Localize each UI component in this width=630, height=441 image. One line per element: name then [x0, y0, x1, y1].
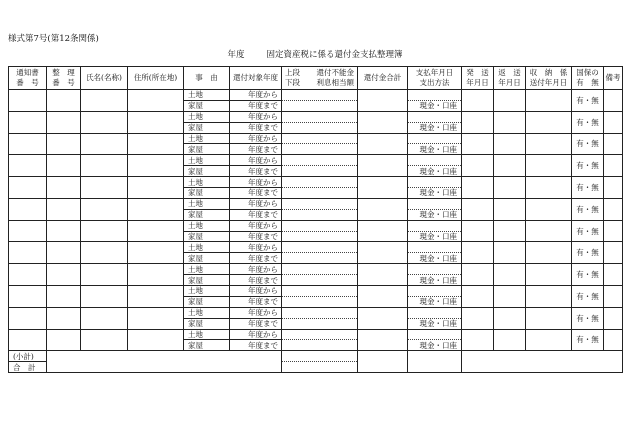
- name-cell: [81, 329, 128, 351]
- address-cell: [128, 111, 184, 133]
- refund-lower-cell: [282, 253, 358, 264]
- footer-refund-upper: [282, 351, 358, 362]
- header-address: 住所(所在地): [128, 67, 184, 90]
- remarks-cell: [604, 177, 623, 199]
- refund-upper-cell: [282, 111, 358, 122]
- collected-date-cell: [526, 155, 572, 177]
- notice-no-cell: [9, 90, 47, 112]
- name-cell: [81, 155, 128, 177]
- seq-no-cell: [47, 220, 81, 242]
- reason-house: 家屋: [184, 166, 230, 177]
- year-from: 年度から: [230, 177, 282, 188]
- returned-date-cell: [494, 155, 526, 177]
- refund-lower-cell: [282, 122, 358, 133]
- year-to: 年度まで: [230, 122, 282, 133]
- remarks-cell: [604, 329, 623, 351]
- seq-no-cell: [47, 286, 81, 308]
- year-from: 年度から: [230, 155, 282, 166]
- payment-method: 現金・口座: [408, 166, 462, 177]
- sent-date-cell: [462, 90, 494, 112]
- notice-no-cell: [9, 220, 47, 242]
- payment-date-cell: [408, 155, 462, 166]
- year-from: 年度から: [230, 111, 282, 122]
- national-cell: 有・無: [572, 286, 604, 308]
- address-cell: [128, 264, 184, 286]
- payment-method: 現金・口座: [408, 318, 462, 329]
- header-collected: 収 納 係 送付年月日: [526, 67, 572, 90]
- seq-no-cell: [47, 133, 81, 155]
- total-cell: [358, 264, 408, 286]
- payment-method: 現金・口座: [408, 209, 462, 220]
- payment-date-cell: [408, 90, 462, 101]
- year-to: 年度まで: [230, 209, 282, 220]
- table-row: [9, 220, 623, 231]
- year-from: 年度から: [230, 264, 282, 275]
- refund-upper-cell: [282, 90, 358, 101]
- national-cell: 有・無: [572, 90, 604, 112]
- table-row: [9, 198, 623, 209]
- year-from: 年度から: [230, 220, 282, 231]
- seq-no-cell: [47, 264, 81, 286]
- table-row: [9, 90, 623, 101]
- year-from: 年度から: [230, 133, 282, 144]
- refund-lower-cell: [282, 318, 358, 329]
- refund-lower-cell: [282, 340, 358, 351]
- header-name: 氏名(名称): [81, 67, 128, 90]
- seq-no-cell: [47, 155, 81, 177]
- remarks-cell: [604, 90, 623, 112]
- remarks-cell: [604, 111, 623, 133]
- year-to: 年度まで: [230, 275, 282, 286]
- header-returned: 返 送 年月日: [494, 67, 526, 90]
- table-row: [9, 264, 623, 275]
- table-row: [9, 111, 623, 122]
- name-cell: [81, 177, 128, 199]
- year-to: 年度まで: [230, 144, 282, 155]
- footer-refund-lower: [282, 362, 358, 373]
- collected-date-cell: [526, 329, 572, 351]
- reason-land: 土地: [184, 220, 230, 231]
- payment-method: 現金・口座: [408, 122, 462, 133]
- ledger-table: [8, 66, 623, 373]
- address-cell: [128, 177, 184, 199]
- collected-date-cell: [526, 307, 572, 329]
- reason-house: 家屋: [184, 209, 230, 220]
- name-cell: [81, 242, 128, 264]
- year-from: 年度から: [230, 90, 282, 101]
- national-cell: 有・無: [572, 242, 604, 264]
- remarks-cell: [604, 307, 623, 329]
- refund-lower-cell: [282, 209, 358, 220]
- notice-no-cell: [9, 155, 47, 177]
- payment-date-cell: [408, 329, 462, 340]
- payment-method: 現金・口座: [408, 144, 462, 155]
- payment-date-cell: [408, 177, 462, 188]
- payment-date-cell: [408, 111, 462, 122]
- footer-payment-cell: [408, 351, 462, 373]
- refund-upper-cell: [282, 133, 358, 144]
- reason-land: 土地: [184, 133, 230, 144]
- refund-upper-cell: [282, 220, 358, 231]
- header-remarks: 備考: [604, 67, 623, 90]
- address-cell: [128, 307, 184, 329]
- national-cell: 有・無: [572, 220, 604, 242]
- name-cell: [81, 286, 128, 308]
- sent-date-cell: [462, 111, 494, 133]
- address-cell: [128, 220, 184, 242]
- refund-upper-cell: [282, 286, 358, 297]
- payment-method: 現金・口座: [408, 100, 462, 111]
- subtotal-label: (小計): [9, 351, 47, 362]
- national-cell: 有・無: [572, 264, 604, 286]
- collected-date-cell: [526, 177, 572, 199]
- national-cell: 有・無: [572, 133, 604, 155]
- year-from: 年度から: [230, 242, 282, 253]
- reason-land: 土地: [184, 264, 230, 275]
- reason-house: 家屋: [184, 144, 230, 155]
- total-cell: [358, 111, 408, 133]
- table-row: [9, 155, 623, 166]
- refund-upper-cell: [282, 155, 358, 166]
- payment-date-cell: [408, 242, 462, 253]
- sent-date-cell: [462, 133, 494, 155]
- reason-land: 土地: [184, 242, 230, 253]
- refund-upper-cell: [282, 329, 358, 340]
- refund-upper-cell: [282, 177, 358, 188]
- header-notice-no: 通知書 番 号: [9, 67, 47, 90]
- notice-no-cell: [9, 177, 47, 199]
- year-from: 年度から: [230, 286, 282, 297]
- footer-blank-cell: [47, 351, 282, 373]
- refund-lower-cell: [282, 144, 358, 155]
- header-total: 還付金合計: [358, 67, 408, 90]
- remarks-cell: [604, 198, 623, 220]
- sent-date-cell: [462, 264, 494, 286]
- national-cell: 有・無: [572, 177, 604, 199]
- collected-date-cell: [526, 111, 572, 133]
- collected-date-cell: [526, 90, 572, 112]
- year-from: 年度から: [230, 307, 282, 318]
- header-payment: 支払年月日 支出方法: [408, 67, 462, 90]
- payment-method: 現金・口座: [408, 253, 462, 264]
- payment-method: 現金・口座: [408, 296, 462, 307]
- year-to: 年度まで: [230, 296, 282, 307]
- year-from: 年度から: [230, 198, 282, 209]
- year-to: 年度まで: [230, 253, 282, 264]
- collected-date-cell: [526, 242, 572, 264]
- returned-date-cell: [494, 264, 526, 286]
- total-cell: [358, 90, 408, 112]
- name-cell: [81, 307, 128, 329]
- title-year: 年度: [227, 50, 245, 60]
- table-row: [9, 242, 623, 253]
- seq-no-cell: [47, 242, 81, 264]
- sent-date-cell: [462, 177, 494, 199]
- payment-method: 現金・口座: [408, 340, 462, 351]
- sent-date-cell: [462, 307, 494, 329]
- payment-method: 現金・口座: [408, 231, 462, 242]
- address-cell: [128, 133, 184, 155]
- title-main: 固定資産税に係る還付金支払整理簿: [266, 50, 403, 60]
- returned-date-cell: [494, 133, 526, 155]
- returned-date-cell: [494, 198, 526, 220]
- name-cell: [81, 220, 128, 242]
- footer-row: [9, 351, 623, 362]
- payment-date-cell: [408, 198, 462, 209]
- header-reason: 事 由: [184, 67, 230, 90]
- refund-lower-cell: [282, 166, 358, 177]
- address-cell: [128, 329, 184, 351]
- refund-upper-cell: [282, 198, 358, 209]
- total-cell: [358, 177, 408, 199]
- name-cell: [81, 198, 128, 220]
- header-target-year: 還付対象年度: [230, 67, 282, 90]
- total-cell: [358, 198, 408, 220]
- notice-no-cell: [9, 198, 47, 220]
- returned-date-cell: [494, 307, 526, 329]
- refund-lower-cell: [282, 231, 358, 242]
- total-cell: [358, 220, 408, 242]
- refund-lower-cell: [282, 188, 358, 199]
- remarks-cell: [604, 264, 623, 286]
- address-cell: [128, 155, 184, 177]
- sent-date-cell: [462, 286, 494, 308]
- reason-house: 家屋: [184, 231, 230, 242]
- reason-land: 土地: [184, 90, 230, 101]
- total-cell: [358, 155, 408, 177]
- refund-lower-cell: [282, 296, 358, 307]
- year-to: 年度まで: [230, 231, 282, 242]
- ledger-body: [9, 90, 623, 373]
- name-cell: [81, 111, 128, 133]
- footer-rest-cell: [462, 351, 623, 373]
- seq-no-cell: [47, 329, 81, 351]
- returned-date-cell: [494, 177, 526, 199]
- header-sent: 発 送 年月日: [462, 67, 494, 90]
- address-cell: [128, 90, 184, 112]
- name-cell: [81, 133, 128, 155]
- national-cell: 有・無: [572, 307, 604, 329]
- total-cell: [358, 242, 408, 264]
- header-seq-no: 整 理 番 号: [47, 67, 81, 90]
- returned-date-cell: [494, 220, 526, 242]
- reason-house: 家屋: [184, 340, 230, 351]
- address-cell: [128, 198, 184, 220]
- year-to: 年度まで: [230, 100, 282, 111]
- page-title: [0, 48, 630, 60]
- address-cell: [128, 286, 184, 308]
- refund-upper-cell: [282, 242, 358, 253]
- national-cell: 有・無: [572, 329, 604, 351]
- header-refund-amounts: 上段 還付不能金 下段 利息相当額: [282, 67, 358, 90]
- seq-no-cell: [47, 307, 81, 329]
- reason-house: 家屋: [184, 122, 230, 133]
- sent-date-cell: [462, 329, 494, 351]
- notice-no-cell: [9, 307, 47, 329]
- total-cell: [358, 286, 408, 308]
- reason-land: 土地: [184, 111, 230, 122]
- notice-no-cell: [9, 133, 47, 155]
- payment-method: 現金・口座: [408, 188, 462, 199]
- national-cell: 有・無: [572, 198, 604, 220]
- reason-house: 家屋: [184, 188, 230, 199]
- total-cell: [358, 307, 408, 329]
- national-cell: 有・無: [572, 155, 604, 177]
- collected-date-cell: [526, 198, 572, 220]
- refund-upper-cell: [282, 307, 358, 318]
- reason-land: 土地: [184, 307, 230, 318]
- reason-land: 土地: [184, 155, 230, 166]
- sent-date-cell: [462, 242, 494, 264]
- payment-date-cell: [408, 307, 462, 318]
- payment-date-cell: [408, 133, 462, 144]
- reason-house: 家屋: [184, 253, 230, 264]
- reason-land: 土地: [184, 177, 230, 188]
- remarks-cell: [604, 155, 623, 177]
- year-to: 年度まで: [230, 318, 282, 329]
- payment-date-cell: [408, 264, 462, 275]
- returned-date-cell: [494, 329, 526, 351]
- form-label: 様式第7号(第12条関係): [8, 34, 99, 44]
- notice-no-cell: [9, 264, 47, 286]
- year-to: 年度まで: [230, 188, 282, 199]
- seq-no-cell: [47, 198, 81, 220]
- collected-date-cell: [526, 220, 572, 242]
- refund-lower-cell: [282, 275, 358, 286]
- payment-date-cell: [408, 220, 462, 231]
- payment-date-cell: [408, 286, 462, 297]
- returned-date-cell: [494, 111, 526, 133]
- returned-date-cell: [494, 90, 526, 112]
- reason-house: 家屋: [184, 275, 230, 286]
- notice-no-cell: [9, 329, 47, 351]
- reason-land: 土地: [184, 286, 230, 297]
- sent-date-cell: [462, 155, 494, 177]
- year-from: 年度から: [230, 329, 282, 340]
- sent-date-cell: [462, 220, 494, 242]
- remarks-cell: [604, 133, 623, 155]
- table-row: [9, 177, 623, 188]
- remarks-cell: [604, 220, 623, 242]
- reason-house: 家屋: [184, 100, 230, 111]
- collected-date-cell: [526, 264, 572, 286]
- reason-land: 土地: [184, 198, 230, 209]
- header-row: [9, 67, 623, 90]
- table-row: [9, 286, 623, 297]
- table-row: [9, 133, 623, 144]
- sent-date-cell: [462, 198, 494, 220]
- table-row: [9, 307, 623, 318]
- seq-no-cell: [47, 111, 81, 133]
- header-national: 国保の 有 無: [572, 67, 604, 90]
- returned-date-cell: [494, 242, 526, 264]
- reason-house: 家屋: [184, 296, 230, 307]
- year-to: 年度まで: [230, 340, 282, 351]
- total-cell: [358, 329, 408, 351]
- payment-method: 現金・口座: [408, 275, 462, 286]
- seq-no-cell: [47, 177, 81, 199]
- address-cell: [128, 242, 184, 264]
- notice-no-cell: [9, 242, 47, 264]
- remarks-cell: [604, 242, 623, 264]
- refund-lower-cell: [282, 100, 358, 111]
- reason-land: 土地: [184, 329, 230, 340]
- year-to: 年度まで: [230, 166, 282, 177]
- collected-date-cell: [526, 133, 572, 155]
- total-cell: [358, 133, 408, 155]
- name-cell: [81, 90, 128, 112]
- remarks-cell: [604, 286, 623, 308]
- collected-date-cell: [526, 286, 572, 308]
- seq-no-cell: [47, 90, 81, 112]
- notice-no-cell: [9, 111, 47, 133]
- footer-total-cell: [358, 351, 408, 373]
- refund-upper-cell: [282, 264, 358, 275]
- returned-date-cell: [494, 286, 526, 308]
- national-cell: 有・無: [572, 111, 604, 133]
- table-row: [9, 329, 623, 340]
- reason-house: 家屋: [184, 318, 230, 329]
- name-cell: [81, 264, 128, 286]
- total-label: 合 計: [9, 362, 47, 373]
- notice-no-cell: [9, 286, 47, 308]
